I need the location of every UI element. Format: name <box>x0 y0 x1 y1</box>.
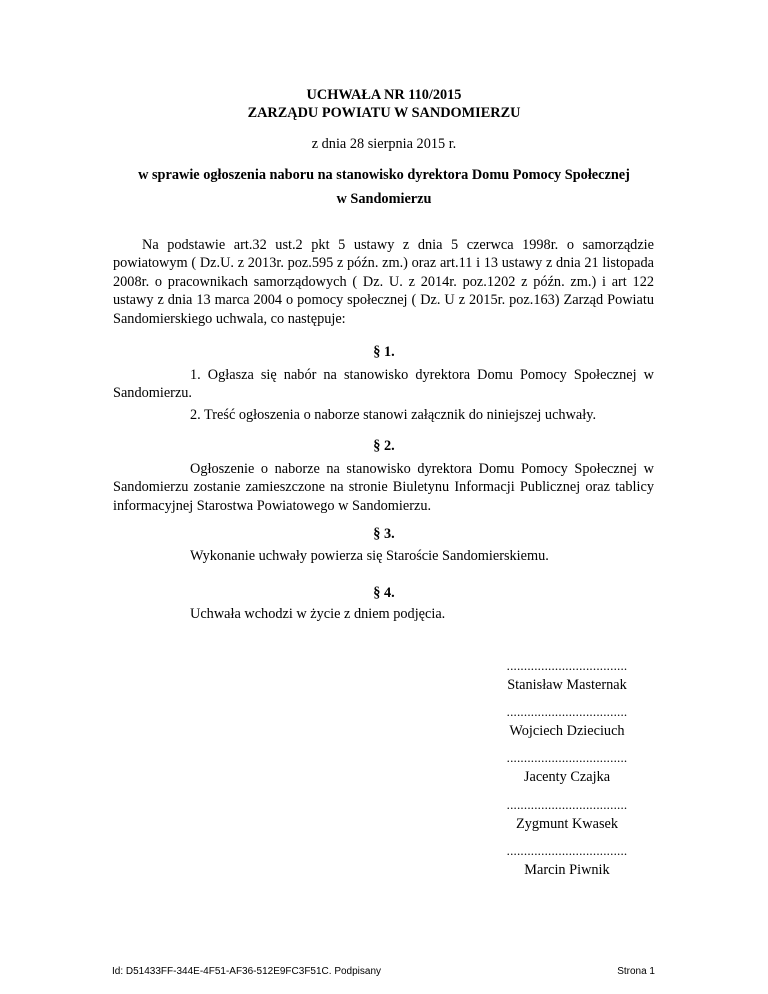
signatory-name: Stanisław Masternak <box>507 677 627 693</box>
section-4-heading: § 4. <box>373 585 395 601</box>
signatory-name: Wojciech Dziecіuch <box>509 723 625 739</box>
section-1-item-1: 1. Ogłasza się nabór na stanowisko dyrektora Domu Pomocy Społecznej w Sandomierzu. <box>113 367 654 402</box>
section-3-text: Wykonanie uchwały powierza się Staroście Sandomierskiemu. <box>190 548 549 564</box>
board-name: ZARZĄDU POWIATU W SANDOMIERZU <box>247 105 521 121</box>
section-2-heading: § 2. <box>373 438 395 454</box>
signatory-name: Marcin Piwnik <box>524 862 610 878</box>
signature-line: ................................... <box>506 797 628 812</box>
section-1-item-2: 2. Treść ogłoszenia o naborze stanowi załącznik do niniejszej uchwały. <box>190 407 597 423</box>
signature-line: ................................... <box>506 658 628 673</box>
subject-line-2: w Sandomierzu <box>336 191 432 207</box>
signatory-name: Jacenty Czajka <box>523 769 611 785</box>
signature-line: ................................... <box>506 843 628 858</box>
section-3-heading: § 3. <box>373 526 395 542</box>
resolution-number: UCHWAŁA NR 110/2015 <box>306 87 462 103</box>
section-1-heading: § 1. <box>373 344 395 360</box>
signatory-name: Zygmunt Kwasek <box>515 816 619 832</box>
section-2-text: Ogłoszenie o naborze na stanowisko dyrektora Domu Pomocy Społecznej w Sandomierzu zostanie zamieszczone na stronie Biuletynu Informacji Publicznej oraz tablicy informacyjnej Starostwa Powiatowego w Sandomierzu. <box>113 461 654 514</box>
signature-line: ................................... <box>506 750 628 765</box>
section-4-text: Uchwała wchodzi w życie z dniem podjęcia. <box>190 606 446 622</box>
signature-line: ................................... <box>506 704 628 719</box>
subject-line-1: w sprawie ogłoszenia naboru na stanowisko dyrektora Domu Pomocy Społecznej <box>138 167 630 183</box>
preamble: Na podstawie art.32 ust.2 pkt 5 ustawy z dnia 5 czerwca 1998r. o samorządzie powiatowym ( Dz.U. z 2013r. poz.595 z późn. zm.) oraz art.11 i 13 ustawy z dnia 21 listopada 2008r. o pracownikach samorządowych ( Dz. U. z 2014r. poz.1202 z późn. zm.) i art 122 ustawy z dnia 13 marca 2004 o pomocy społecznej ( Dz. U z 2015r. poz.163) Zarząd Powiatu Sandomierskiego uchwala, co następuje: <box>113 237 654 327</box>
page-number: Strona 1 <box>617 966 655 977</box>
resolution-date: z dnia 28 sierpnia 2015 r. <box>311 136 457 152</box>
document-id-footer: Id: D51433FF-344E-4F51-AF36-512E9FC3F51C. Podpisany <box>112 966 382 977</box>
